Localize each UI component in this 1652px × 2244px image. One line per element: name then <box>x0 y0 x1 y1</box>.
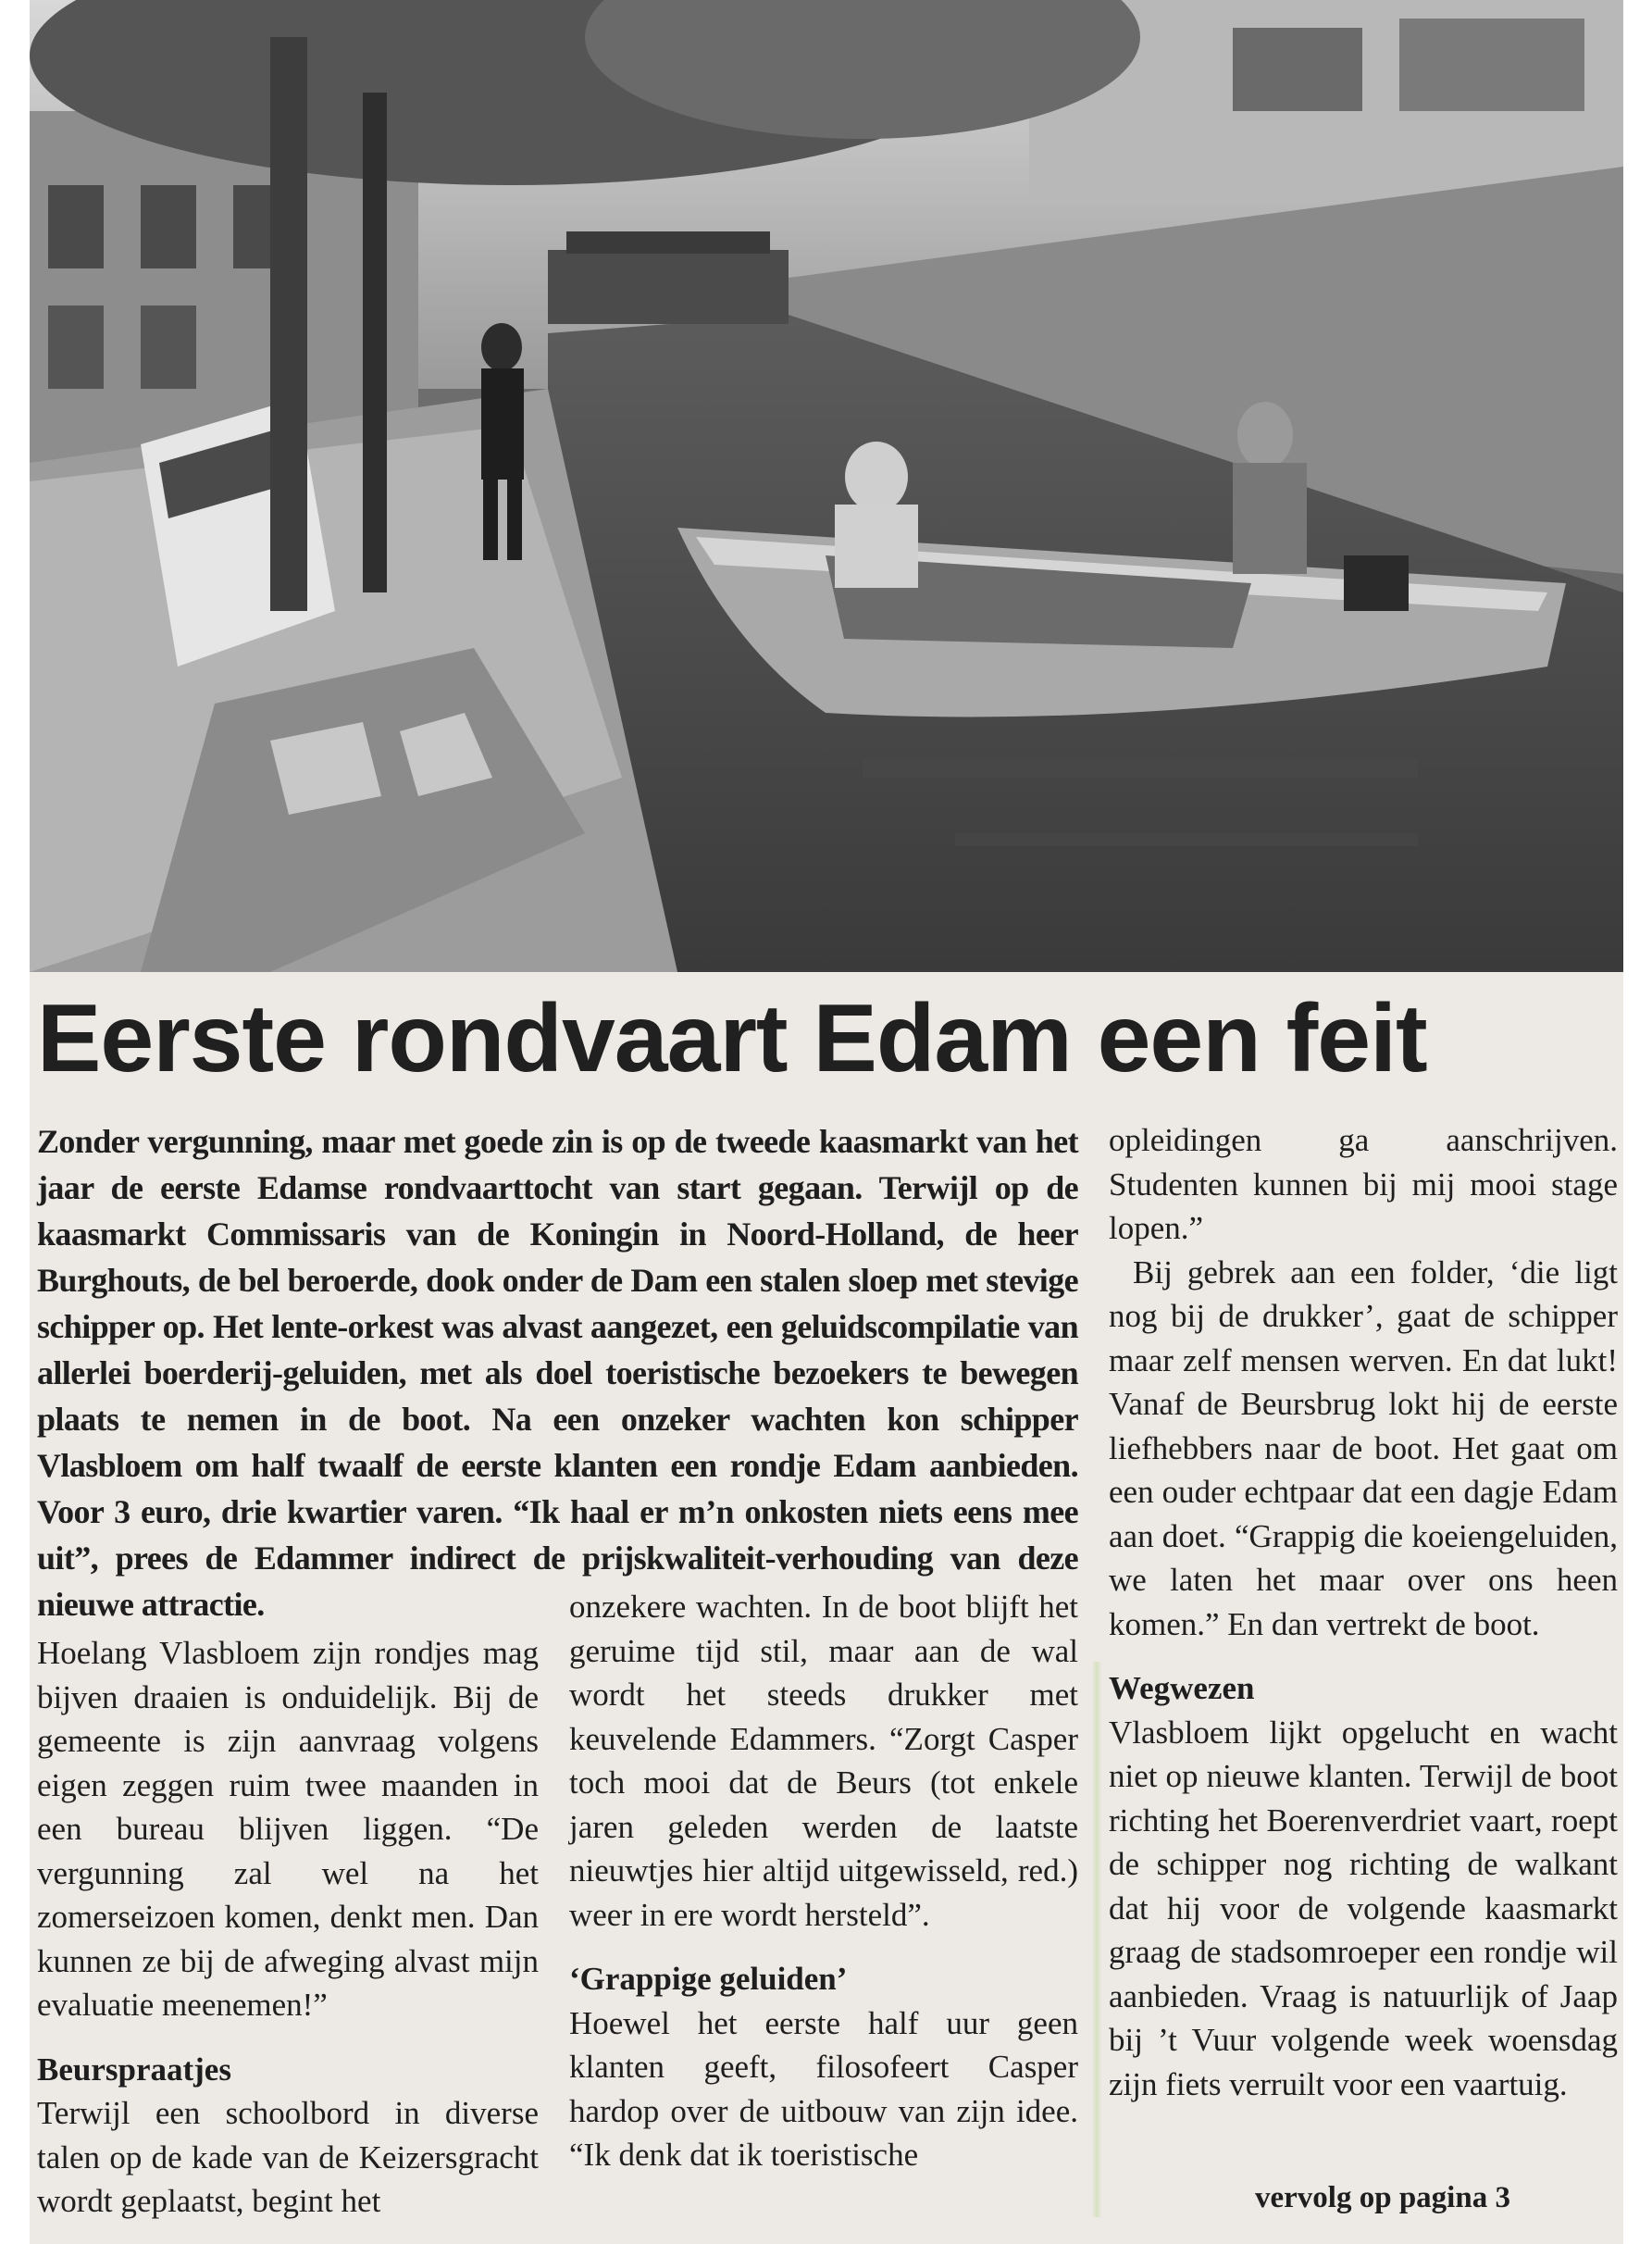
body-paragraph: Bij gebrek aan een folder, ‘die ligt nog bij de drukker’, gaat de schipper maar zelf mensen werven. En dat lukt! Vanaf de Beursbrug lokt hij de eerste liefhebbers naar de boot. Het gaat om een ouder echtpaar dat een dagje Edam aan doet. “Grappig die koeiengeluiden, we laten het maar over ons heen komen.” En dan vertrekt de boot. <box>1109 1253 1618 1642</box>
body-paragraph: Hoewel het eerste half uur geen klanten geeft, filosofeert Casper hardop over de uitbouw van zijn idee. “Ik denk dat ik toeristische <box>569 2004 1078 2173</box>
column-2 <box>569 1585 1078 2177</box>
article-headline: Eerste rondvaart Edam een feit <box>37 985 1427 1092</box>
subheading: Beurspraatjes <box>37 2051 231 2088</box>
article-photo <box>30 0 1623 972</box>
column-1 <box>37 1631 539 2224</box>
subheading: Wegwezen <box>1109 1670 1255 1706</box>
column-3 <box>1109 1118 1618 2106</box>
continued-on-page: vervolg op pagina 3 <box>1255 2181 1510 2214</box>
body-paragraph: onzekere wachten. In de boot blijft het geruime tijd stil, maar aan de wal wordt het steeds drukker met keuvelende Edammers. “Zorgt Casper toch mooi dat de Beurs (tot enkele jaren geleden werden de laatste nieuwtjes hier altijd uitgewisseld, red.) weer in ere wordt hersteld”. <box>569 1589 1078 1933</box>
body-paragraph: opleidingen ga aanschrijven. Studenten kunnen bij mij mooi stage lopen.” <box>1109 1122 1618 1246</box>
print-bleed-mark <box>1092 1662 1101 2217</box>
subheading: ‘Grappige geluiden’ <box>569 1961 848 1997</box>
body-paragraph: Terwijl een schoolbord in diverse talen op de kade van de Keizersgracht wordt geplaatst, begint het <box>37 2095 539 2219</box>
body-paragraph: Hoelang Vlasbloem zijn rondjes mag bijven draaien is onduidelijk. Bij de gemeente is zijn aanvraag volgens eigen zeggen ruim twee maanden in een bureau blijven liggen. “De vergunning zal wel na het zomerseizoen komen, denkt men. Dan kunnen ze bij de afweging alvast mijn evaluatie meenemen!” <box>37 1635 539 2023</box>
body-paragraph: Vlasbloem lijkt opgelucht en wacht niet op nieuwe klanten. Terwijl de boot richting het Boerenverdriet vaart, roept de schipper nog richting de walkant dat hij voor de volgende kaasmarkt graag de stadsomroeper een rondje wil aanbieden. Vraag is natuurlijk of Jaap bij ’t Vuur volgende week woensdag zijn fiets verruilt voor een vaartuig. <box>1109 1714 1618 2102</box>
article-lead: Zonder vergunning, maar met goede zin is op de tweede kaasmarkt van het jaar de eerste Edamse rondvaarttocht van start gegaan. Terwijl op de kaasmarkt Commissaris van de Koningin in Noord-Holland, de heer Burghouts, de bel beroerde, dook onder de Dam een stalen sloep met stevige schipper op. Het lente-orkest was alvast aangezet, een geluidscompilatie van allerlei boerderij-geluiden, met als doel toeristische bezoekers te bewegen plaats te nemen in de boot. Na een onzeker wachten kon schipper Vlasbloem om half twaalf de eerste klanten een rondje Edam aanbieden. Voor 3 euro, drie kwartier varen. “Ik haal er m’n onkosten niets eens mee uit”, prees de Edammer indirect de prijskwaliteit-verhouding van deze nieuwe attractie. <box>37 1123 1078 1623</box>
